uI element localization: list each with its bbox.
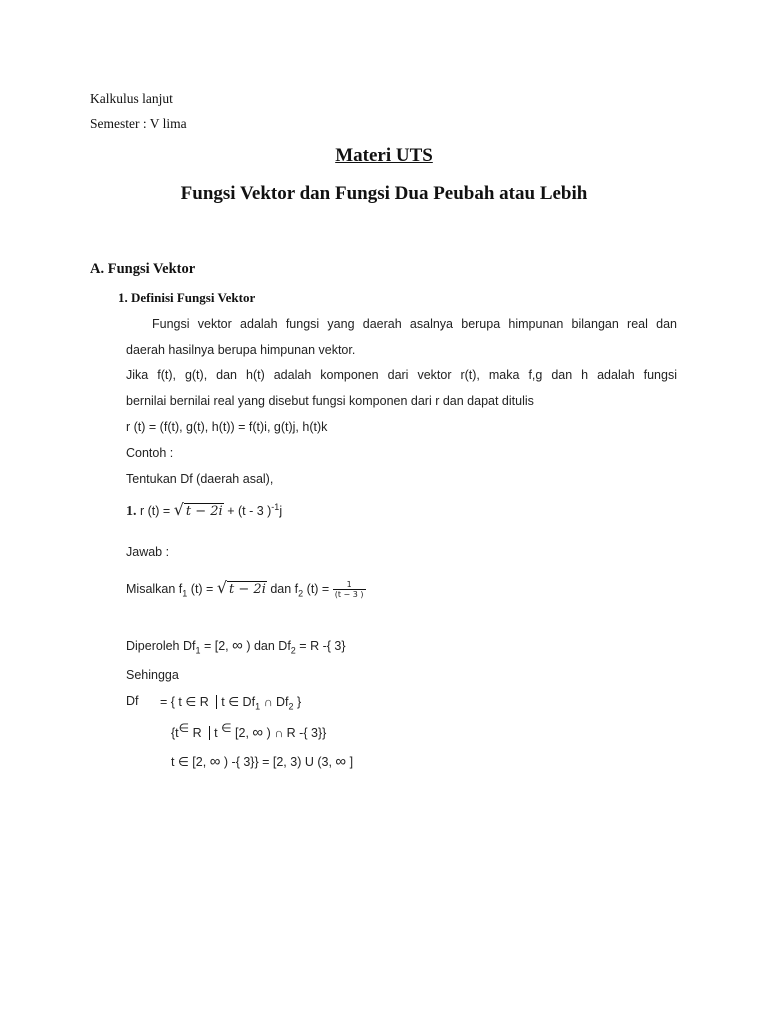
df-line2-a: {t <box>171 726 179 741</box>
infinity-symbol-3: ∞ <box>209 753 221 770</box>
fraction-denominator: (t − 3 ) <box>334 590 364 600</box>
df1-subscript: 1 <box>195 645 201 656</box>
page-subtitle: Fungsi Vektor dan Fungsi Dua Peubah atau Lebih <box>180 183 588 204</box>
f2-subscript: 2 <box>298 588 304 599</box>
diperoleh-mid: = [2, <box>203 639 229 653</box>
df-line2-c: t <box>214 726 218 741</box>
example-exponent: -1 <box>271 501 280 512</box>
infinity-symbol: ∞ <box>232 637 243 654</box>
example-rest: + (t - 3 ) <box>227 504 272 518</box>
contoh-label: Contoh : <box>126 446 174 460</box>
example-number: 1. <box>126 504 137 519</box>
example-tail: j <box>279 504 283 518</box>
jawab-label: Jawab : <box>126 545 170 559</box>
diperoleh-text: Diperoleh Df <box>126 639 196 653</box>
infinity-symbol-2: ∞ <box>252 724 264 742</box>
misalkan-line <box>126 578 366 599</box>
tentukan-label: Tentukan Df (daerah asal), <box>126 472 274 486</box>
paragraph-components-line1: Jika f(t), g(t), dan h(t) adalah komponen dari vektor r(t), maka f,g dan h adalah fungsi <box>126 368 677 382</box>
sqrt-expression: √ t − 2i <box>173 500 223 519</box>
paragraph-components-line2: bernilai bernilai real yang disebut fungsi komponen dari r dan dapat ditulis <box>126 394 534 408</box>
df-line1-b: t ∈ Df <box>221 695 256 709</box>
df-line1-sub2: 2 <box>288 701 294 712</box>
paragraph-definition-line1: Fungsi vektor adalah fungsi yang daerah asalnya berupa himpunan bilangan real dan <box>152 317 677 331</box>
sehingga-label: Sehingga <box>126 668 179 682</box>
df-line3-a: t ∈ [2, <box>171 755 207 769</box>
df2-subscript: 2 <box>290 645 296 656</box>
df-line-2 <box>171 721 326 741</box>
sqrt-radicand-f1: t − 2i <box>229 582 266 597</box>
set-bar-2 <box>209 726 210 740</box>
diperoleh-end: ) dan Df <box>246 639 291 653</box>
df-line3-c: ] <box>349 755 354 769</box>
df-line-3 <box>171 753 353 770</box>
df-line1-c: ∩ Df <box>263 695 289 709</box>
diperoleh-line <box>126 637 346 656</box>
df-line3-b: ) -{ 3}} = [2, 3) U (3, <box>223 755 332 769</box>
paragraph-definition-line2: daerah hasilnya berupa himpunan vektor. <box>126 343 356 357</box>
section-heading-a: A. Fungsi Vektor <box>90 261 196 277</box>
page-title: Materi UTS <box>335 145 433 166</box>
vector-formula: r (t) = (f(t), g(t), h(t)) = f(t)i, g(t)j, h(t)k <box>126 420 328 434</box>
misalkan-text: Misalkan f <box>126 582 183 596</box>
course-name: Kalkulus lanjut <box>90 91 173 106</box>
diperoleh-tail: = R -{ 3} <box>299 639 346 653</box>
f2-equals: (t) = <box>306 582 330 596</box>
f1-equals: (t) = <box>190 582 214 596</box>
semester-label: Semester : V lima <box>90 116 187 131</box>
df-line1-sub1: 1 <box>255 701 261 712</box>
element-of-symbol: ∈ <box>178 721 190 735</box>
df-line-1 <box>160 694 301 712</box>
df-line1-end: } <box>297 695 302 709</box>
infinity-symbol-4: ∞ <box>335 753 347 770</box>
subsection-heading-1: 1. Definisi Fungsi Vektor <box>118 290 256 305</box>
set-bar <box>216 695 217 709</box>
df-line1-a: = { t ∈ R <box>160 695 209 709</box>
df-line2-b: R <box>192 726 202 741</box>
dan-text: dan f <box>270 582 299 596</box>
df-line2-e: ) ∩ R -{ 3}} <box>266 726 327 741</box>
fraction-f2 <box>333 580 366 599</box>
sqrt-radicand: t − 2i <box>185 504 223 519</box>
sqrt-expression-f1: √ t − 2i <box>216 578 266 597</box>
df-label: Df <box>126 694 139 708</box>
f1-subscript: 1 <box>182 588 188 599</box>
fraction-numerator: 1 <box>346 580 352 590</box>
example-1-formula <box>126 500 282 520</box>
df-line2-d: [2, <box>235 726 249 741</box>
element-of-symbol-2: ∈ <box>221 721 232 735</box>
example-lhs: r (t) = <box>139 504 171 518</box>
